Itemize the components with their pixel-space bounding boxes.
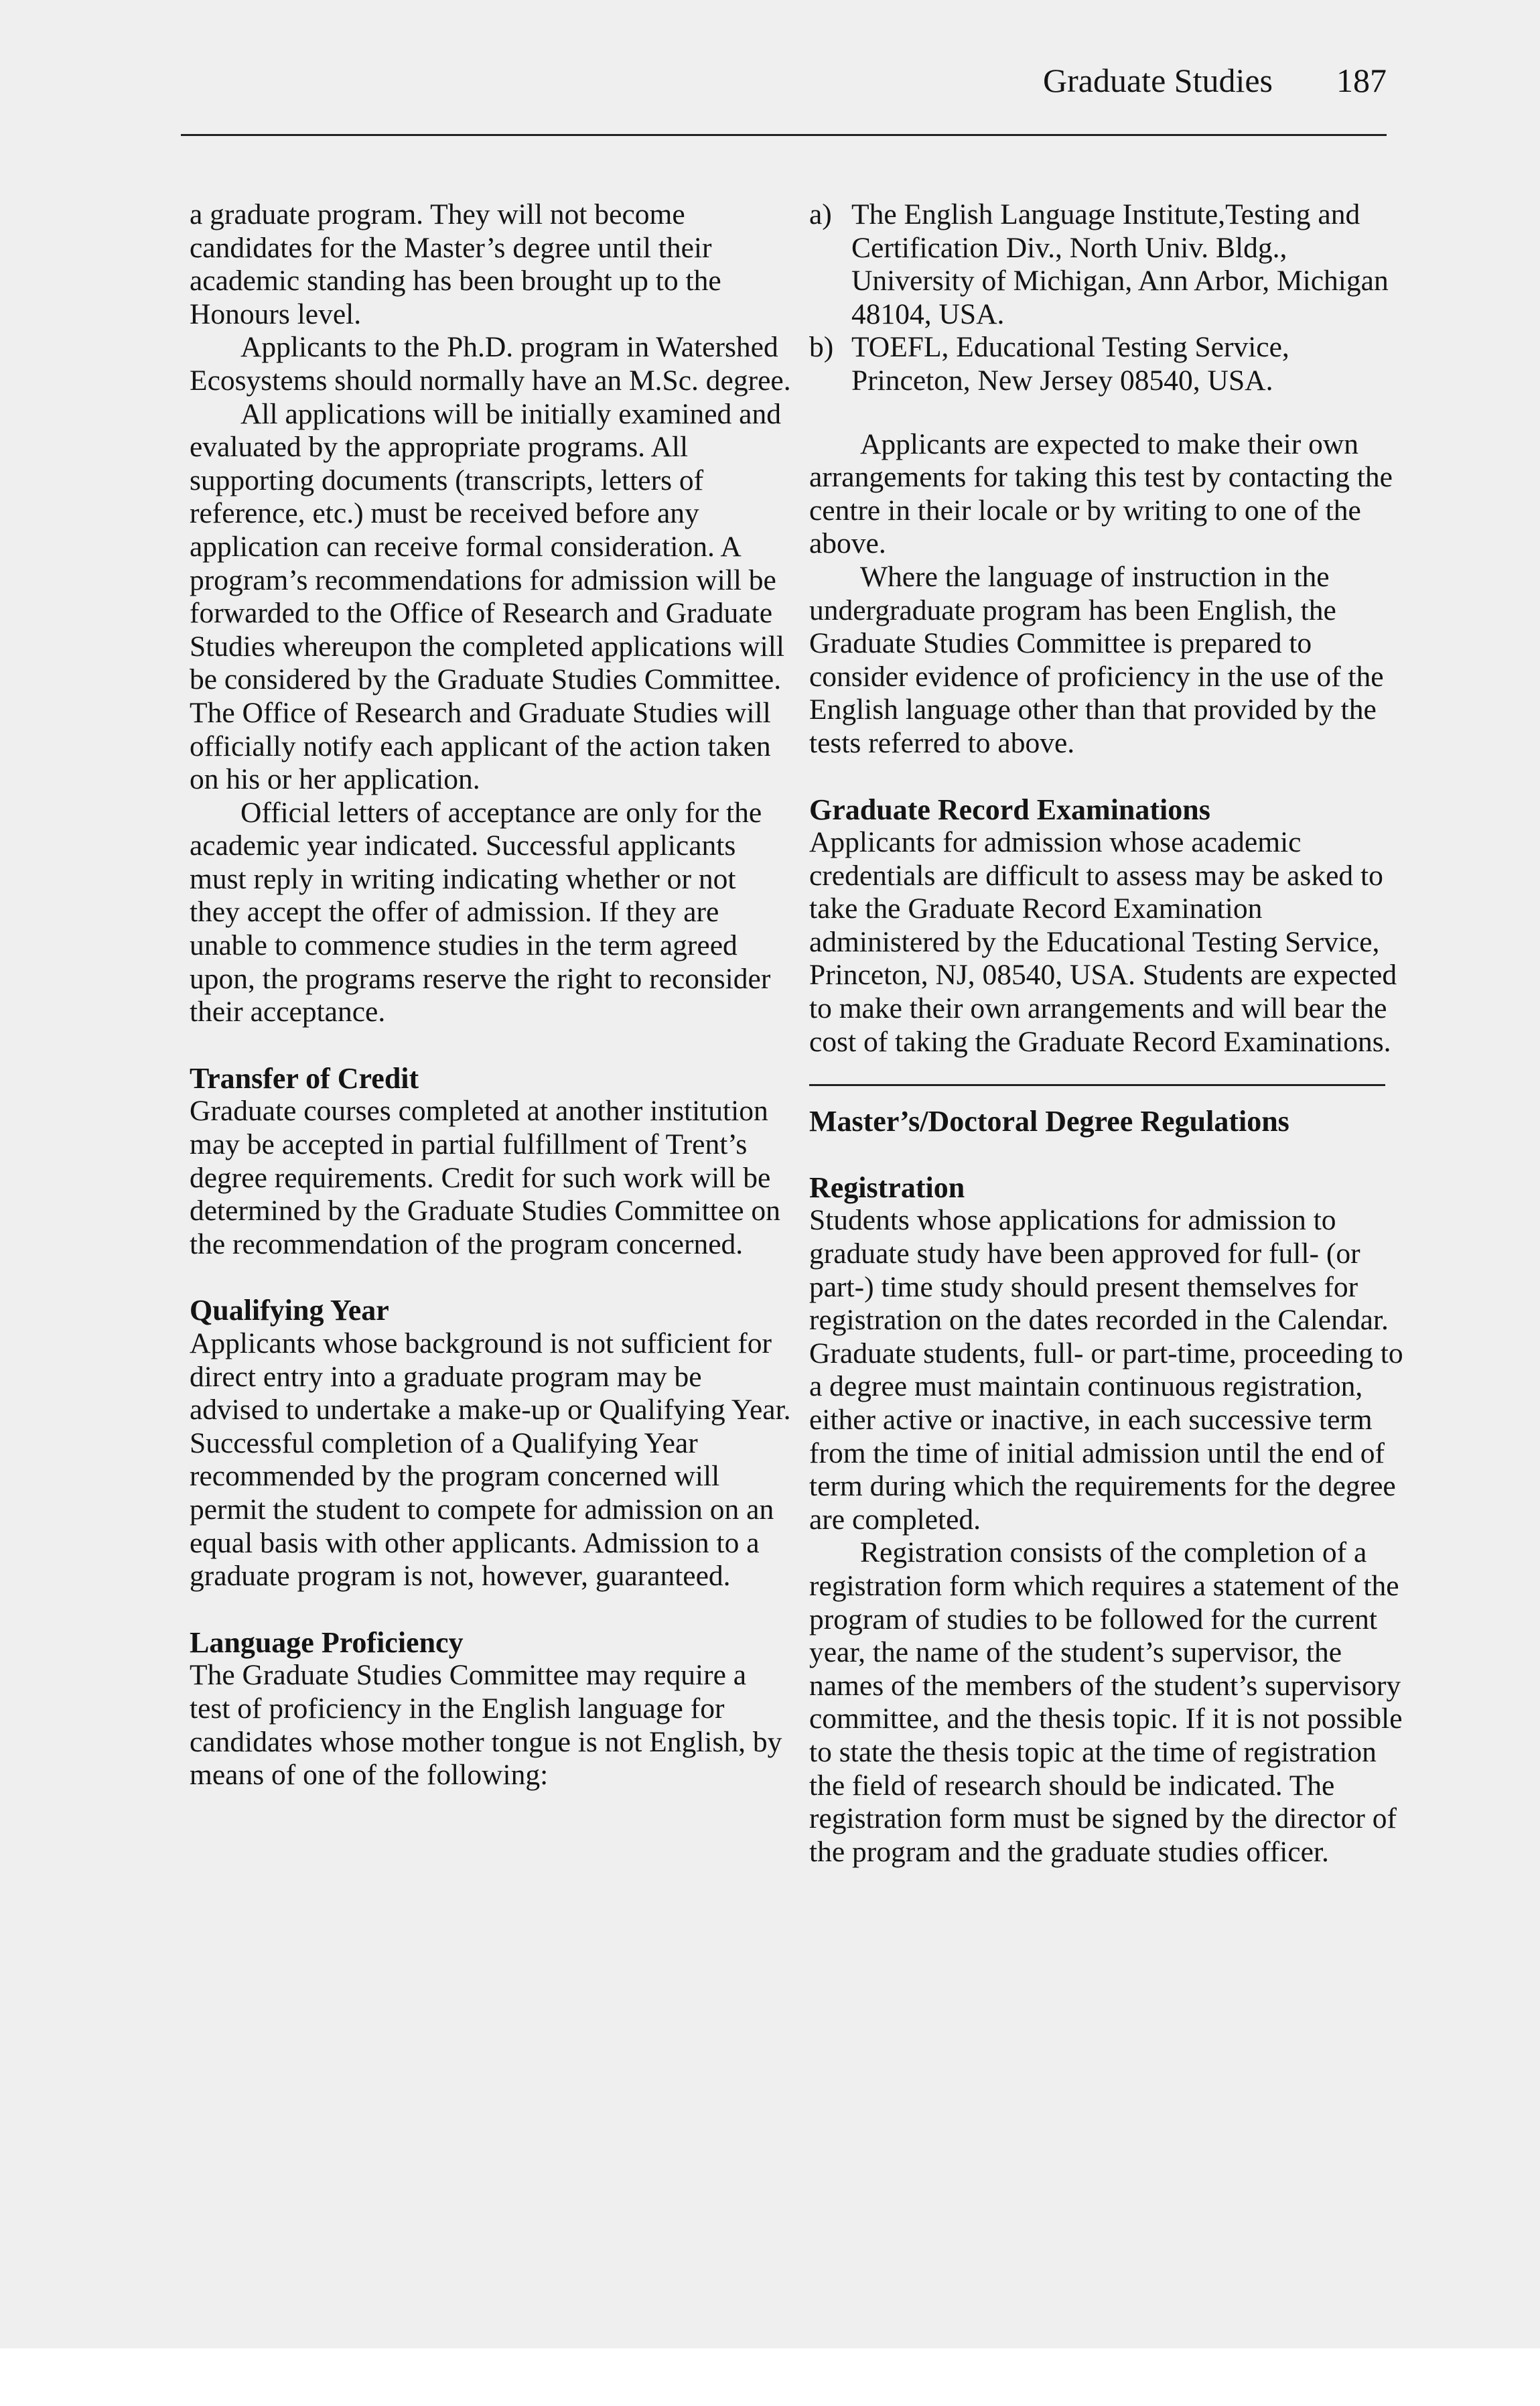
applications-review-paragraph: All applications will be initially examined and evaluated by the appropriate programs. All supporting documents (transcripts, letters of reference, etc.) must be received before any application can receive formal consideration. A program’s recommendations for admission will be forwarded to the Office of Research and Graduate Studies whereupon the completed applications will be considered by the Graduate Studies Committee. The Office of Research and Graduate Studies will officially notify each applicant of the action taken on his or her application. — [190, 397, 784, 796]
gre-heading: Graduate Record Examinations — [809, 793, 1210, 826]
section-rule — [809, 1084, 1385, 1086]
language-proficiency-heading: Language Proficiency — [190, 1625, 464, 1659]
toefl-address — [851, 331, 1412, 397]
left-column — [190, 198, 792, 1792]
toefl-address-text: , Educational Testing Service, Princeton, New Jersey 08540, USA. — [851, 331, 1289, 397]
transfer-of-credit-body: Graduate courses completed at another institution may be accepted in partial fulfillment of Trent’s degree requirements. Credit for such work will be determined by the Graduate Studies Committee on the recommendation of the program concerned. — [190, 1095, 780, 1260]
qualifying-year-body: Applicants whose background is not sufficient for direct entry into a graduate program may be advised to undertake a make-up or Qualifying Year. Successful completion of a Qualifying Year recommended by the program concerned will permit the student to compete for admission on an equal basis with other applicants. Admission to a graduate program is not, however, guaranteed. — [190, 1327, 791, 1593]
intro-paragraph-continued: a graduate program. They will not become candidates for the Master’s degree until their academic standing has been brought up to the Honours level. — [190, 198, 721, 330]
running-title: Graduate Studies — [1043, 62, 1273, 99]
arrangements-paragraph: Applicants are expected to make their own arrangements for taking this test by contacting the centre in their locale or by writing to one of the above. — [809, 427, 1393, 560]
registration-heading: Registration — [809, 1171, 965, 1204]
registration-body: Students whose applications for admission to graduate study have been approved for full- (or part-) time study should present themselves for registration on the dates recorded in the Calendar. Graduate students, full- or part-time, proceeding to a degree must maintain continuous registration, either active or inactive, in each successive term from the time of initial admission until the end of term during which the requirements for the degree are completed. — [809, 1204, 1403, 1536]
transfer-of-credit-heading: Transfer of Credit — [190, 1061, 419, 1095]
qualifying-year-heading: Qualifying Year — [190, 1294, 389, 1327]
right-column — [809, 198, 1412, 1869]
gre-body: Applicants for admission whose academic credentials are difficult to assess may be asked to take the Graduate Record Examination administered by the Educational Testing Service, Princeton, NJ, 08540, USA. Students are expected to make their own arrangements and will bear the cost of taking the Graduate Record Examinations. — [809, 826, 1397, 1058]
degree-regulations-heading: Master’s/Doctoral Degree Regulations — [809, 1105, 1289, 1138]
list-marker: a) — [809, 198, 832, 230]
list-marker: b) — [809, 331, 834, 364]
list-item — [809, 198, 1412, 331]
page-bottom-edge — [0, 2348, 1540, 2406]
registration-form-paragraph: Registration consists of the completion of a registration form which requires a statement of the program of studies to be followed for the current year, the name of the student’s supervisor, the names of the members of the student’s supervisory committee, and the thesis topic. If it is not possible to state the thesis topic at the time of registration the field of research should be indicated. The registration form must be signed by the director of the program and the graduate studies officer. — [809, 1536, 1403, 1868]
michigan-institute-address: The English Language Institute,Testing and Certification Div., North Univ. Bldg., University of Michigan, Ann Arbor, Michigan 48104, USA. — [851, 198, 1389, 330]
page-number: 187 — [1336, 62, 1387, 99]
language-of-instruction-paragraph: Where the language of instruction in the undergraduate program has been English, the Graduate Studies Committee is prepared to consider evidence of proficiency in the use of the English language other than that provided by the tests referred to above. — [809, 560, 1384, 759]
acceptance-letters-paragraph: Official letters of acceptance are only for the academic year indicated. Successful applicants must reply in writing indicating whether or not they accept the offer of admission. If they are unable to commence studies in the term agreed upon, the programs reserve the right to reconsider their acceptance. — [190, 796, 771, 1028]
language-proficiency-body: The Graduate Studies Committee may require a test of proficiency in the English language for candidates whose mother tongue is not English, by means of one of the following: — [190, 1659, 782, 1792]
toefl-acronym: TOEFL — [851, 331, 942, 364]
list-item — [809, 331, 1412, 397]
running-head — [985, 60, 1387, 101]
header-rule — [181, 134, 1387, 136]
phd-applicants-paragraph: Applicants to the Ph.D. program in Watershed Ecosystems should normally have an M.Sc. degree. — [190, 331, 791, 397]
